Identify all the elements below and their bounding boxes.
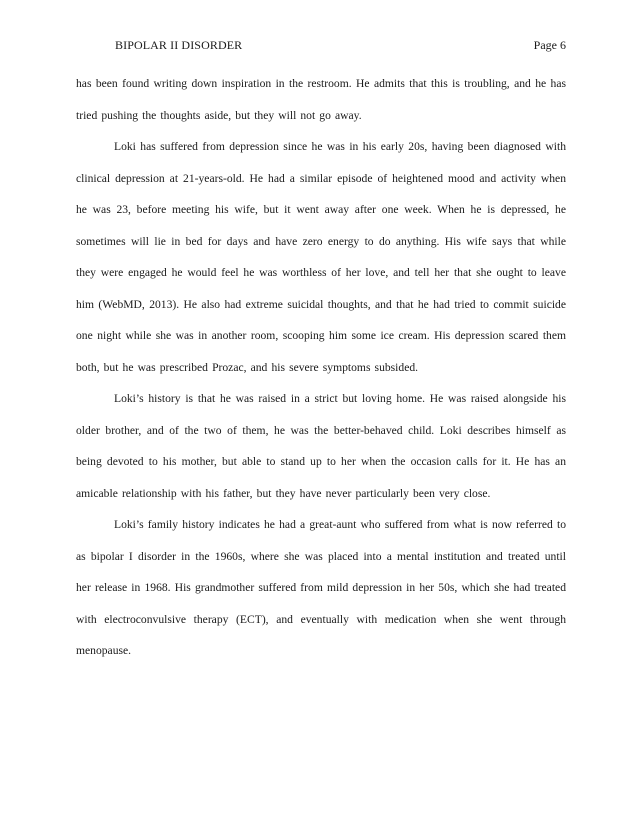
- page-header: [115, 36, 566, 54]
- paragraph-personal-history: Loki’s history is that he was raised in a strict but loving home. He was raised alongside his older brother, and of the two of them, he was the better-behaved child. Loki describes himself as being devoted to his mother, but able to stand up to her when the occasion calls for it. He has an amicable relationship with his father, but they have never particularly been very close.: [76, 392, 566, 500]
- page-number: Page 6: [533, 38, 566, 52]
- body-text: [76, 68, 566, 667]
- paragraph-family-history: Loki’s family history indicates he had a great-aunt who suffered from what is now referred to as bipolar I disorder in the 1960s, where she was placed into a mental institution and treated until her release in 1968. His grandmother suffered from mild depression in her 50s, which she had treated with electroconvulsive therapy (ECT), and eventually with medication when she went through menopause.: [76, 518, 566, 657]
- running-head: BIPOLAR II DISORDER: [115, 38, 243, 52]
- paragraph-continuation: has been found writing down inspiration in the restroom. He admits that this is troubling, and he has tried pushing the thoughts aside, but they will not go away.: [76, 77, 566, 122]
- paragraph-depression-history: Loki has suffered from depression since he was in his early 20s, having been diagnosed with clinical depression at 21-years-old. He had a similar episode of heightened mood and activity when he was 23, before meeting his wife, but it went away after one week. When he is depressed, he sometimes will lie in bed for days and have zero energy to do anything. His wife says that while they were engaged he would feel he was worthless of her love, and tell her that she ought to leave him (WebMD, 2013). He also had extreme suicidal thoughts, and that he had tried to commit suicide one night while she was in another room, scooping him some ice cream. His depression scared them both, but he was prescribed Prozac, and his severe symptoms subsided.: [76, 140, 566, 374]
